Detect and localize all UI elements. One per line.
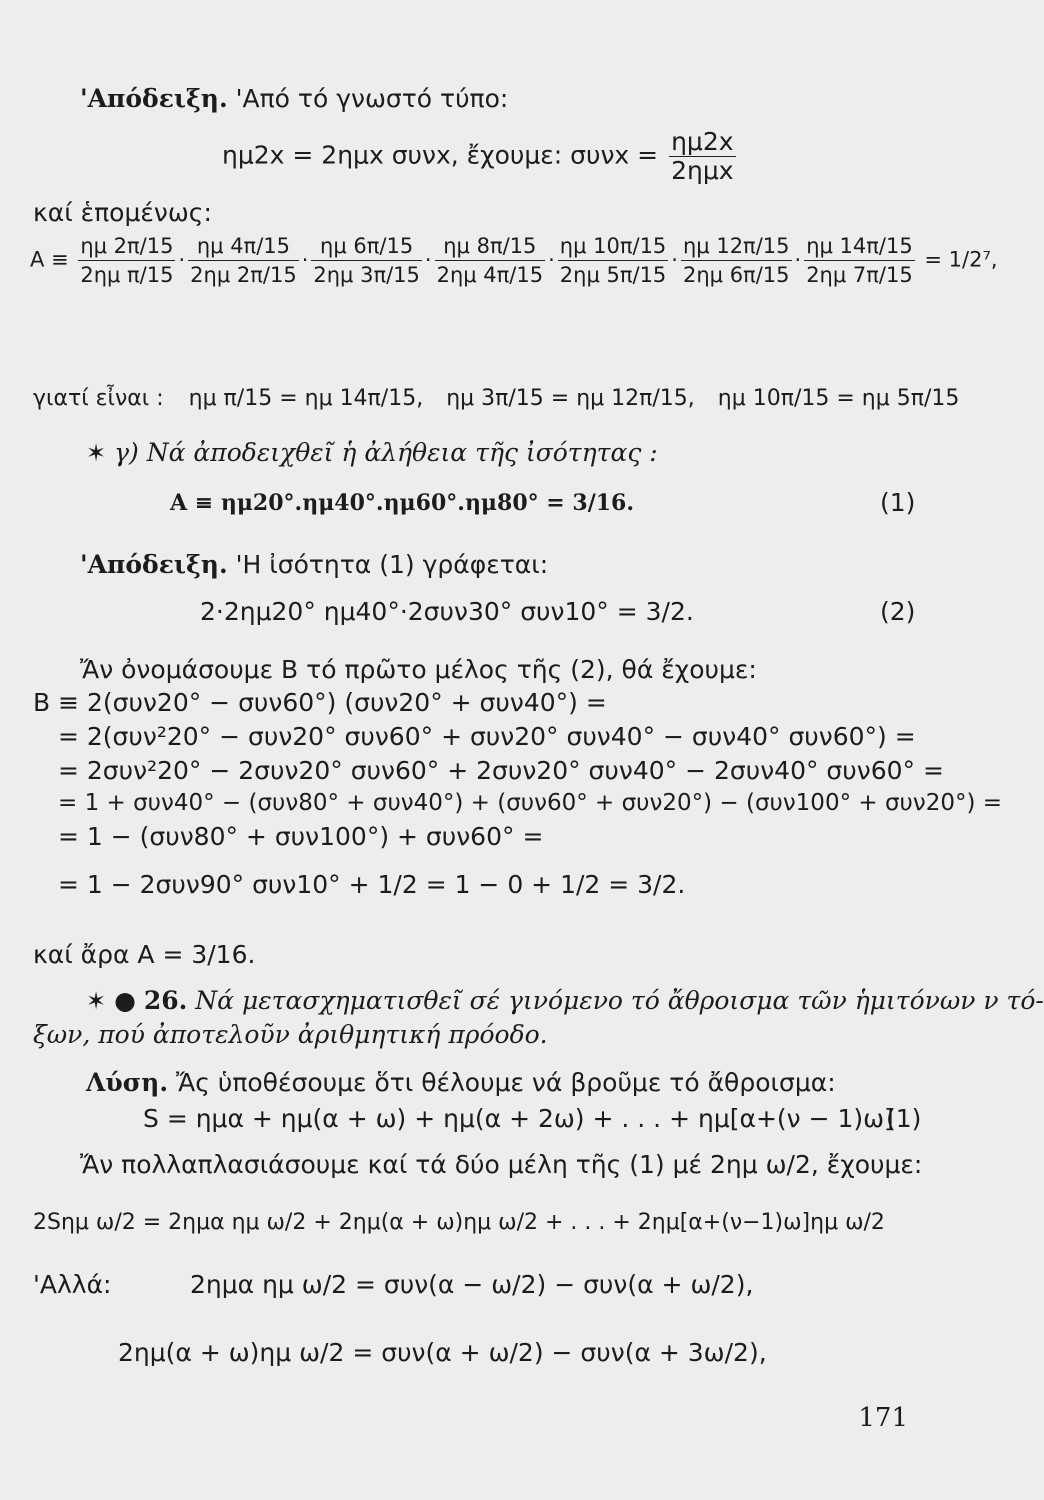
solution-sum: S = ημα + ημ(α + ω) + ημ(α + 2ω) + . . . + ημ[α+(ν − 1)ω]	[143, 1104, 894, 1133]
product-term-denominator: 2ημ π/15	[78, 260, 175, 289]
problem26-line2: ξων, πού ἀποτελοῦν ἀριθμητική πρόοδο.	[33, 1020, 548, 1049]
proof2-step: B ≡ 2(συν20° − συν60°) (συν20° + συν40°) =	[33, 688, 607, 717]
solution-expanded: 2Sημ ω/2 = 2ημα ημ ω/2 + 2ημ(α + ω)ημ ω/2 + . . . + 2ημ[α+(ν−1)ω]ημ ω/2	[33, 1210, 885, 1235]
product-term-numerator: ημ 10π/15	[559, 234, 667, 258]
because-eq2: ημ 3π/15 = ημ 12π/15,	[446, 386, 695, 411]
proof2-eq-number: (2)	[880, 597, 916, 626]
proof2-label: 'Απόδειξη.	[80, 550, 228, 579]
product-term-denominator: 2ημ 5π/15	[558, 260, 669, 289]
product-term	[78, 232, 175, 289]
proof2-step: = 2(συν²20° − συν20° συν60° + συν20° συν40° − συν40° συν60°) =	[58, 722, 916, 751]
multiply-dot: ·	[794, 247, 802, 272]
proof1-heading	[80, 84, 508, 114]
multiply-dot: ·	[671, 247, 678, 272]
proof2-step: = 1 − (συν80° + συν100°) + συν60° =	[58, 822, 544, 851]
product-term	[558, 232, 669, 289]
product-term-numerator: ημ 4π/15	[196, 234, 290, 258]
product-term	[188, 232, 299, 289]
solution-multiply: Ἄν πολλαπλασιάσουμε καί τά δύο μέλη τῆς (1) μέ 2ημ ω/2, ἔχουμε:	[80, 1150, 923, 1179]
proof2-step: = 1 − 2συν90° συν10° + 1/2 = 1 − 0 + 1/2 = 3/2.	[58, 870, 686, 899]
fraction-denominator: 2ημx	[671, 156, 734, 185]
multiply-dot: ·	[424, 247, 432, 272]
product-term-numerator: ημ 8π/15	[443, 234, 537, 258]
product-lhs: A ≡	[30, 247, 69, 272]
part-c-equation: A ≡ ημ20°.ημ40°.ημ60°.ημ80° = 3/16.	[170, 490, 635, 516]
star-icon: ✶	[86, 439, 107, 467]
proof2-heading	[80, 550, 548, 580]
problem26-line1	[86, 986, 1044, 1016]
part-c-eq-number: (1)	[880, 488, 916, 517]
problem26-text1: Νά μετασχηματισθεῖ σέ γινόμενο τό ἄθροισμα τῶν ἡμιτόνων ν τό-	[195, 986, 1044, 1015]
product-term-numerator: ημ 12π/15	[682, 234, 790, 258]
product-term	[435, 232, 546, 289]
proof2-step: = 1 + συν40° − (συν80° + συν40°) + (συν60° + συν20°) − (συν100° + συν20°) =	[58, 790, 1003, 816]
solution-identity1: 2ημα ημ ω/2 = συν(α − ω/2) − συν(α + ω/2),	[190, 1270, 754, 1299]
proof2-naming: Ἄν ὀνομάσουμε B τό πρῶτο μέλος τῆς (2), θά ἔχουμε:	[80, 655, 757, 684]
fraction-numerator: ημ2x	[671, 127, 734, 156]
product-term-numerator: ημ 2π/15	[80, 234, 174, 258]
proof2-therefore: καί ἄρα A = 3/16.	[33, 940, 256, 969]
multiply-dot: ·	[548, 247, 555, 272]
product-term	[681, 232, 792, 289]
product-term-numerator: ημ 14π/15	[806, 234, 913, 258]
solution-identity2: 2ημ(α + ω)ημ ω/2 = συν(α + ω/2) − συν(α + 3ω/2),	[118, 1338, 767, 1367]
multiply-dot: ·	[178, 247, 186, 272]
part-c-title	[86, 438, 658, 468]
page-number: 171	[858, 1403, 908, 1433]
product-result: = 1/2⁷,	[924, 247, 998, 272]
solution-eq-number: (1)	[886, 1104, 922, 1133]
product-term-denominator: 2ημ 6π/15	[681, 260, 792, 289]
star-icon: ✶	[86, 987, 107, 1015]
proof1-conclusion: καί ἑπομένως:	[33, 198, 212, 227]
bullet-icon: ●	[114, 986, 136, 1015]
proof2-equation: 2·2ημ20° ημ40°·2συν30° συν10° = 3/2.	[200, 597, 694, 626]
proof2-step: = 2συν²20° − 2συν20° συν60° + 2συν20° συν40° − 2συν40° συν60° =	[58, 756, 944, 785]
solution-but-label: 'Αλλά:	[33, 1270, 112, 1299]
because-line	[33, 384, 959, 414]
product-term-denominator: 2ημ 7π/15	[804, 260, 915, 289]
product-term	[804, 232, 915, 289]
solution-label: Λύση.	[86, 1068, 169, 1097]
because-eq1: ημ π/15 = ημ 14π/15,	[188, 386, 424, 411]
product-term-denominator: 2ημ 3π/15	[311, 260, 422, 289]
problem26-number: 26.	[143, 986, 188, 1015]
product-term-denominator: 2ημ 2π/15	[188, 260, 299, 289]
proof1-label: 'Απόδειξη.	[80, 84, 228, 113]
solution-heading	[86, 1068, 836, 1098]
product-formula	[30, 232, 998, 289]
proof1-intro: 'Από τό γνωστό τύπο:	[235, 84, 509, 113]
part-c-text: γ) Νά ἀποδειχθεῖ ἡ ἀλήθεια τῆς ἰσότητας :	[114, 438, 658, 467]
multiply-dot: ·	[301, 247, 309, 272]
solution-intro: Ἄς ὑποθέσουμε ὅτι θέλουμε νά βροῦμε τό ἄθροισμα:	[176, 1068, 836, 1097]
product-term-numerator: ημ 6π/15	[320, 234, 414, 258]
identity-text: ημ2x = 2ημx συνx, ἔχουμε: συνx =	[222, 140, 659, 170]
identity-fraction	[669, 128, 735, 185]
product-term-denominator: 2ημ 4π/15	[435, 260, 546, 289]
proof2-text: 'Η ἰσότητα (1) γράφεται:	[235, 550, 549, 579]
because-label: γιατί εἶναι :	[33, 386, 164, 411]
product-term	[311, 232, 422, 289]
proof1-identity	[222, 128, 739, 185]
because-eq3: ημ 10π/15 = ημ 5π/15	[717, 386, 960, 411]
